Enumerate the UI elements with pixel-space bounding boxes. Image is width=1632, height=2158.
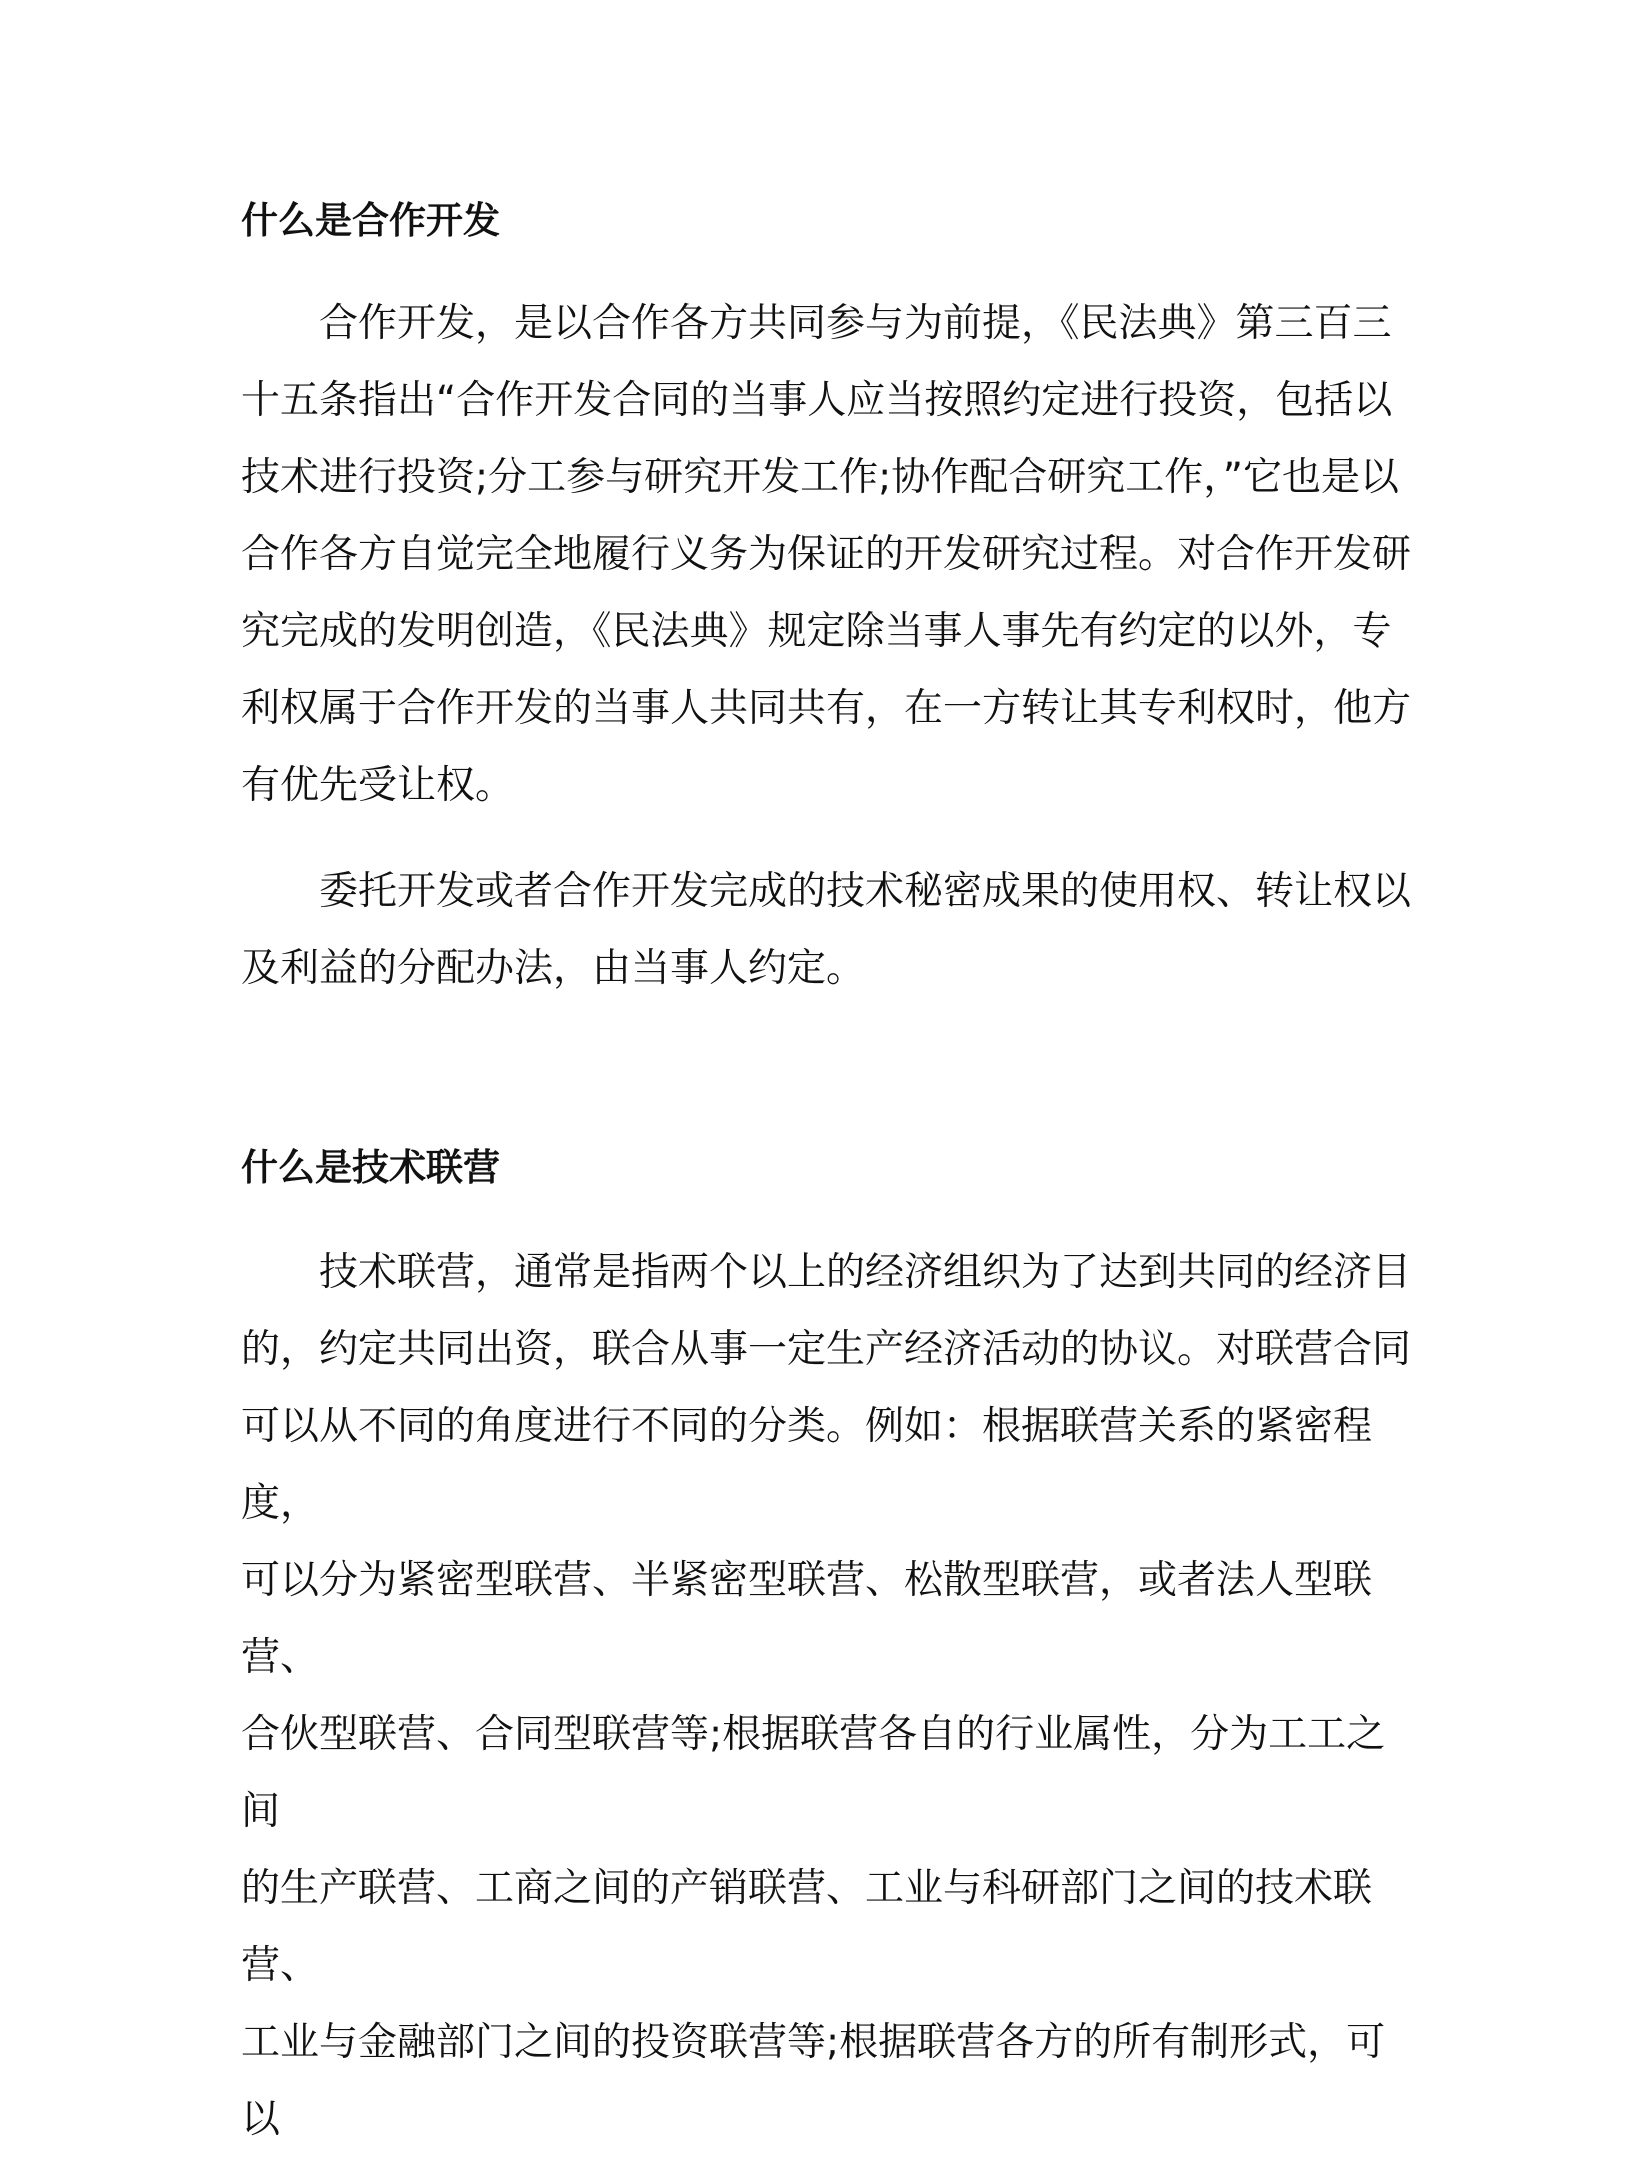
section-heading-technology-joint-venture: 什么是技术联营 <box>241 1146 500 1189</box>
section-heading-cooperative-development: 什么是合作开发 <box>241 199 500 242</box>
paragraph-technical-secret-rights: 委托开发或者合作开发完成的技术秘密成果的使用权、转让权以 及利益的分配办法，由当事人约定。 <box>241 869 1412 991</box>
paragraph-technology-joint-venture-definition: 技术联营，通常是指两个以上的经济组织为了达到共同的经济目 的，约定共同出资，联合从事一定生产经济活动的协议。对联营合同 可以从不同的角度进行不同的分类。例如：根据联营关系的紧密程度， 可以分为紧密型联营、半紧密型联营、松散型联营，或者法人型联营、 合伙型联营、合同型联营等;根据联营各自的行业属性，分为工工之间 的生产联营、工商之间的产销联营、工业与科研部门之间的技术联营、 工业与金融部门之间的投资联营等;根据联营各方的所有制形式，可以 <box>241 1250 1412 2142</box>
paragraph-cooperative-development-definition: 合作开发，是以合作各方共同参与为前提，《民法典》第三百三 十五条指出“合作开发合同的当事人应当按照约定进行投资，包括以 技术进行投资;分工参与研究开发工作;协作配合研究工作，”它也是以 合作各方自觉完全地履行义务为保证的开发研究过程。对合作开发研 究完成的发明创造，《民法典》规定除当事人事先有约定的以外，专 利权属于合作开发的当事人共同共有，在一方转让其专利权时，他方 有优先受让权。 <box>241 301 1412 808</box>
